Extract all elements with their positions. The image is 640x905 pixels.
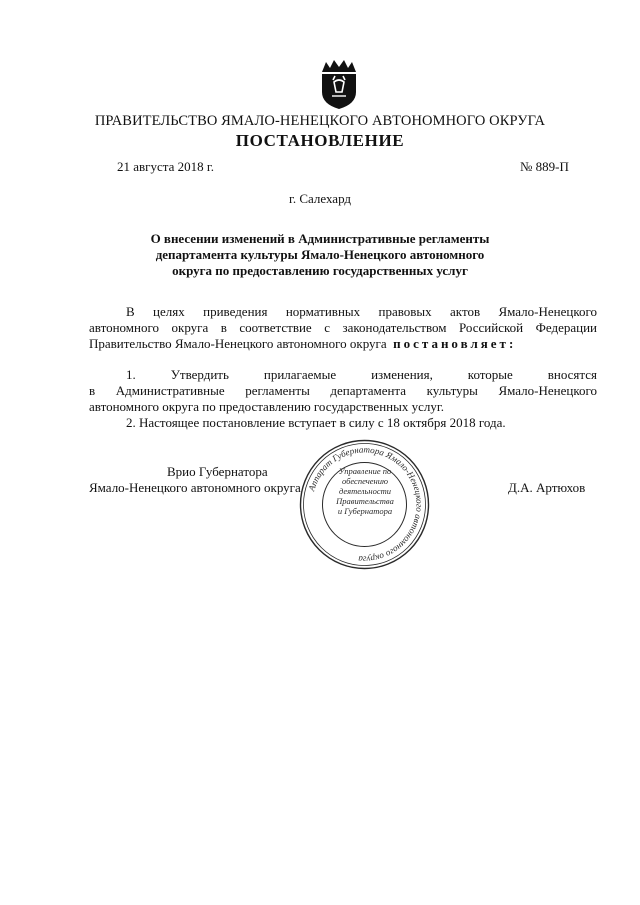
signatory-position (89, 464, 301, 496)
subject-line: округа по предоставлению государственных услуг (172, 263, 468, 278)
preamble-paragraph (89, 304, 597, 352)
resolution-items (89, 367, 597, 431)
stamp-line: обеспечению (341, 476, 389, 486)
coat-of-arms-icon (318, 58, 360, 110)
item-line: 1. Утвердить прилагаемые изменения, которые вносятся (126, 367, 597, 382)
stamp-line: Правительства (336, 496, 394, 506)
document-date: 21 августа 2018 г. (117, 159, 214, 174)
subject-line: департамента культуры Ямало-Ненецкого автономного (155, 247, 485, 262)
preamble-line-prefix: Правительство Ямало-Ненецкого автономного округа (89, 336, 387, 351)
subject-line: О внесении изменений в Административные регламенты (150, 231, 490, 246)
stamp-ring-text: Аппарат Губернатора Ямало-Ненецкого автономного округа (306, 444, 425, 565)
item-line: 2. Настоящее постановление вступает в силу с 18 октября 2018 года. (126, 415, 506, 430)
stamp-line: деятельности (338, 486, 392, 496)
item-line: автономного округа по предоставлению государственных услуг. (89, 399, 444, 414)
stamp-inner-text (329, 466, 401, 516)
signatory-name: Д.А. Артюхов (508, 480, 586, 495)
document-subject (120, 231, 520, 279)
stamp-line: и Губернатора (337, 506, 393, 516)
preamble-line: автономного округа в соответствие с законодательством Российской Федерации (89, 320, 597, 335)
government-name: ПРАВИТЕЛЬСТВО ЯМАЛО-НЕНЕЦКОГО АВТОНОМНОГО ОКРУГА (94, 113, 546, 129)
document-city: г. Салехард (288, 191, 352, 206)
item-line: в Административные регламенты департамента культуры Ямало-Ненецкого (89, 383, 597, 398)
stamp-line: Управление по (338, 466, 392, 476)
preamble-line: В целях приведения нормативных правовых актов Ямало-Ненецкого (126, 304, 597, 319)
position-line: Врио Губернатора (167, 464, 268, 479)
document-type-title: ПОСТАНОВЛЕНИЕ (235, 131, 405, 150)
preamble-line (89, 336, 597, 352)
resolves-word: постановляет: (393, 336, 517, 351)
position-line: Ямало-Ненецкого автономного округа (89, 480, 301, 495)
document-number: № 889-П (520, 159, 569, 174)
